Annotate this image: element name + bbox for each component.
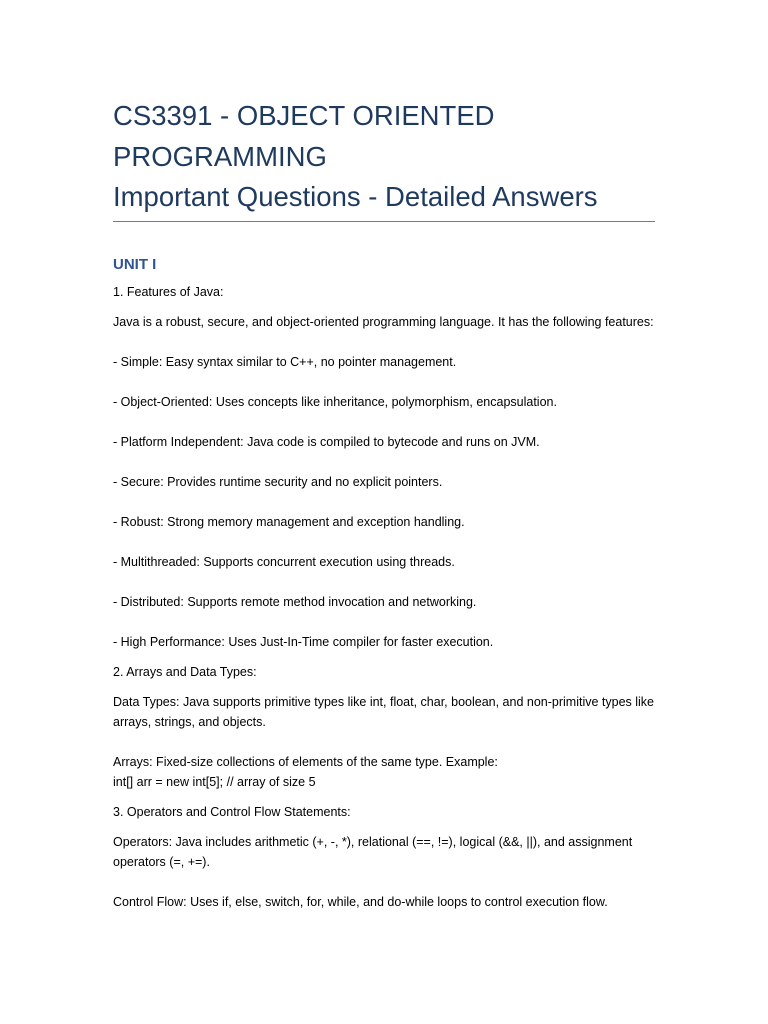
arrays-text: Arrays: Fixed-size collections of elements of the same type. Example: (113, 755, 498, 769)
question-1-title: 1. Features of Java: (113, 285, 224, 299)
question-3-title: 3. Operators and Control Flow Statements: (113, 805, 351, 819)
title-line-2: PROGRAMMING (113, 140, 327, 172)
feature-item: - Object-Oriented: Uses concepts like inheritance, polymorphism, encapsulation. (113, 395, 557, 409)
data-types-paragraph: Data Types: Java supports primitive types like int, float, char, boolean, and non-primitive types like arrays, strings, and objects. (113, 695, 655, 729)
feature-item: - Multithreaded: Supports concurrent execution using threads. (113, 555, 455, 569)
arrays-code-example: int[] arr = new int[5]; // array of size 5 (113, 775, 316, 789)
question-2-title: 2. Arrays and Data Types: (113, 665, 257, 679)
feature-item: - Distributed: Supports remote method invocation and networking. (113, 595, 477, 609)
feature-item: - High Performance: Uses Just-In-Time compiler for faster execution. (113, 635, 494, 649)
title-line-3: Important Questions - Detailed Answers (113, 181, 598, 212)
title-line-1: CS3391 - OBJECT ORIENTED (113, 100, 495, 131)
feature-item: - Simple: Easy syntax similar to C++, no pointer management. (113, 355, 457, 369)
document-title (113, 96, 673, 218)
question-1-intro: Java is a robust, secure, and object-oriented programming language. It has the following features: (113, 315, 654, 329)
feature-item: - Robust: Strong memory management and exception handling. (113, 515, 465, 529)
operators-paragraph: Operators: Java includes arithmetic (+, -, *), relational (==, !=), logical (&&, ||), and assignment operators (=, +=). (113, 835, 633, 869)
title-underline (113, 221, 655, 222)
arrays-paragraph (113, 752, 658, 792)
control-flow-paragraph: Control Flow: Uses if, else, switch, for, while, and do-while loops to control execution flow. (113, 895, 608, 909)
feature-item: - Secure: Provides runtime security and no explicit pointers. (113, 475, 443, 489)
document-body (113, 254, 658, 922)
feature-item: - Platform Independent: Java code is compiled to bytecode and runs on JVM. (113, 435, 540, 449)
unit-heading: UNIT I (113, 256, 157, 273)
